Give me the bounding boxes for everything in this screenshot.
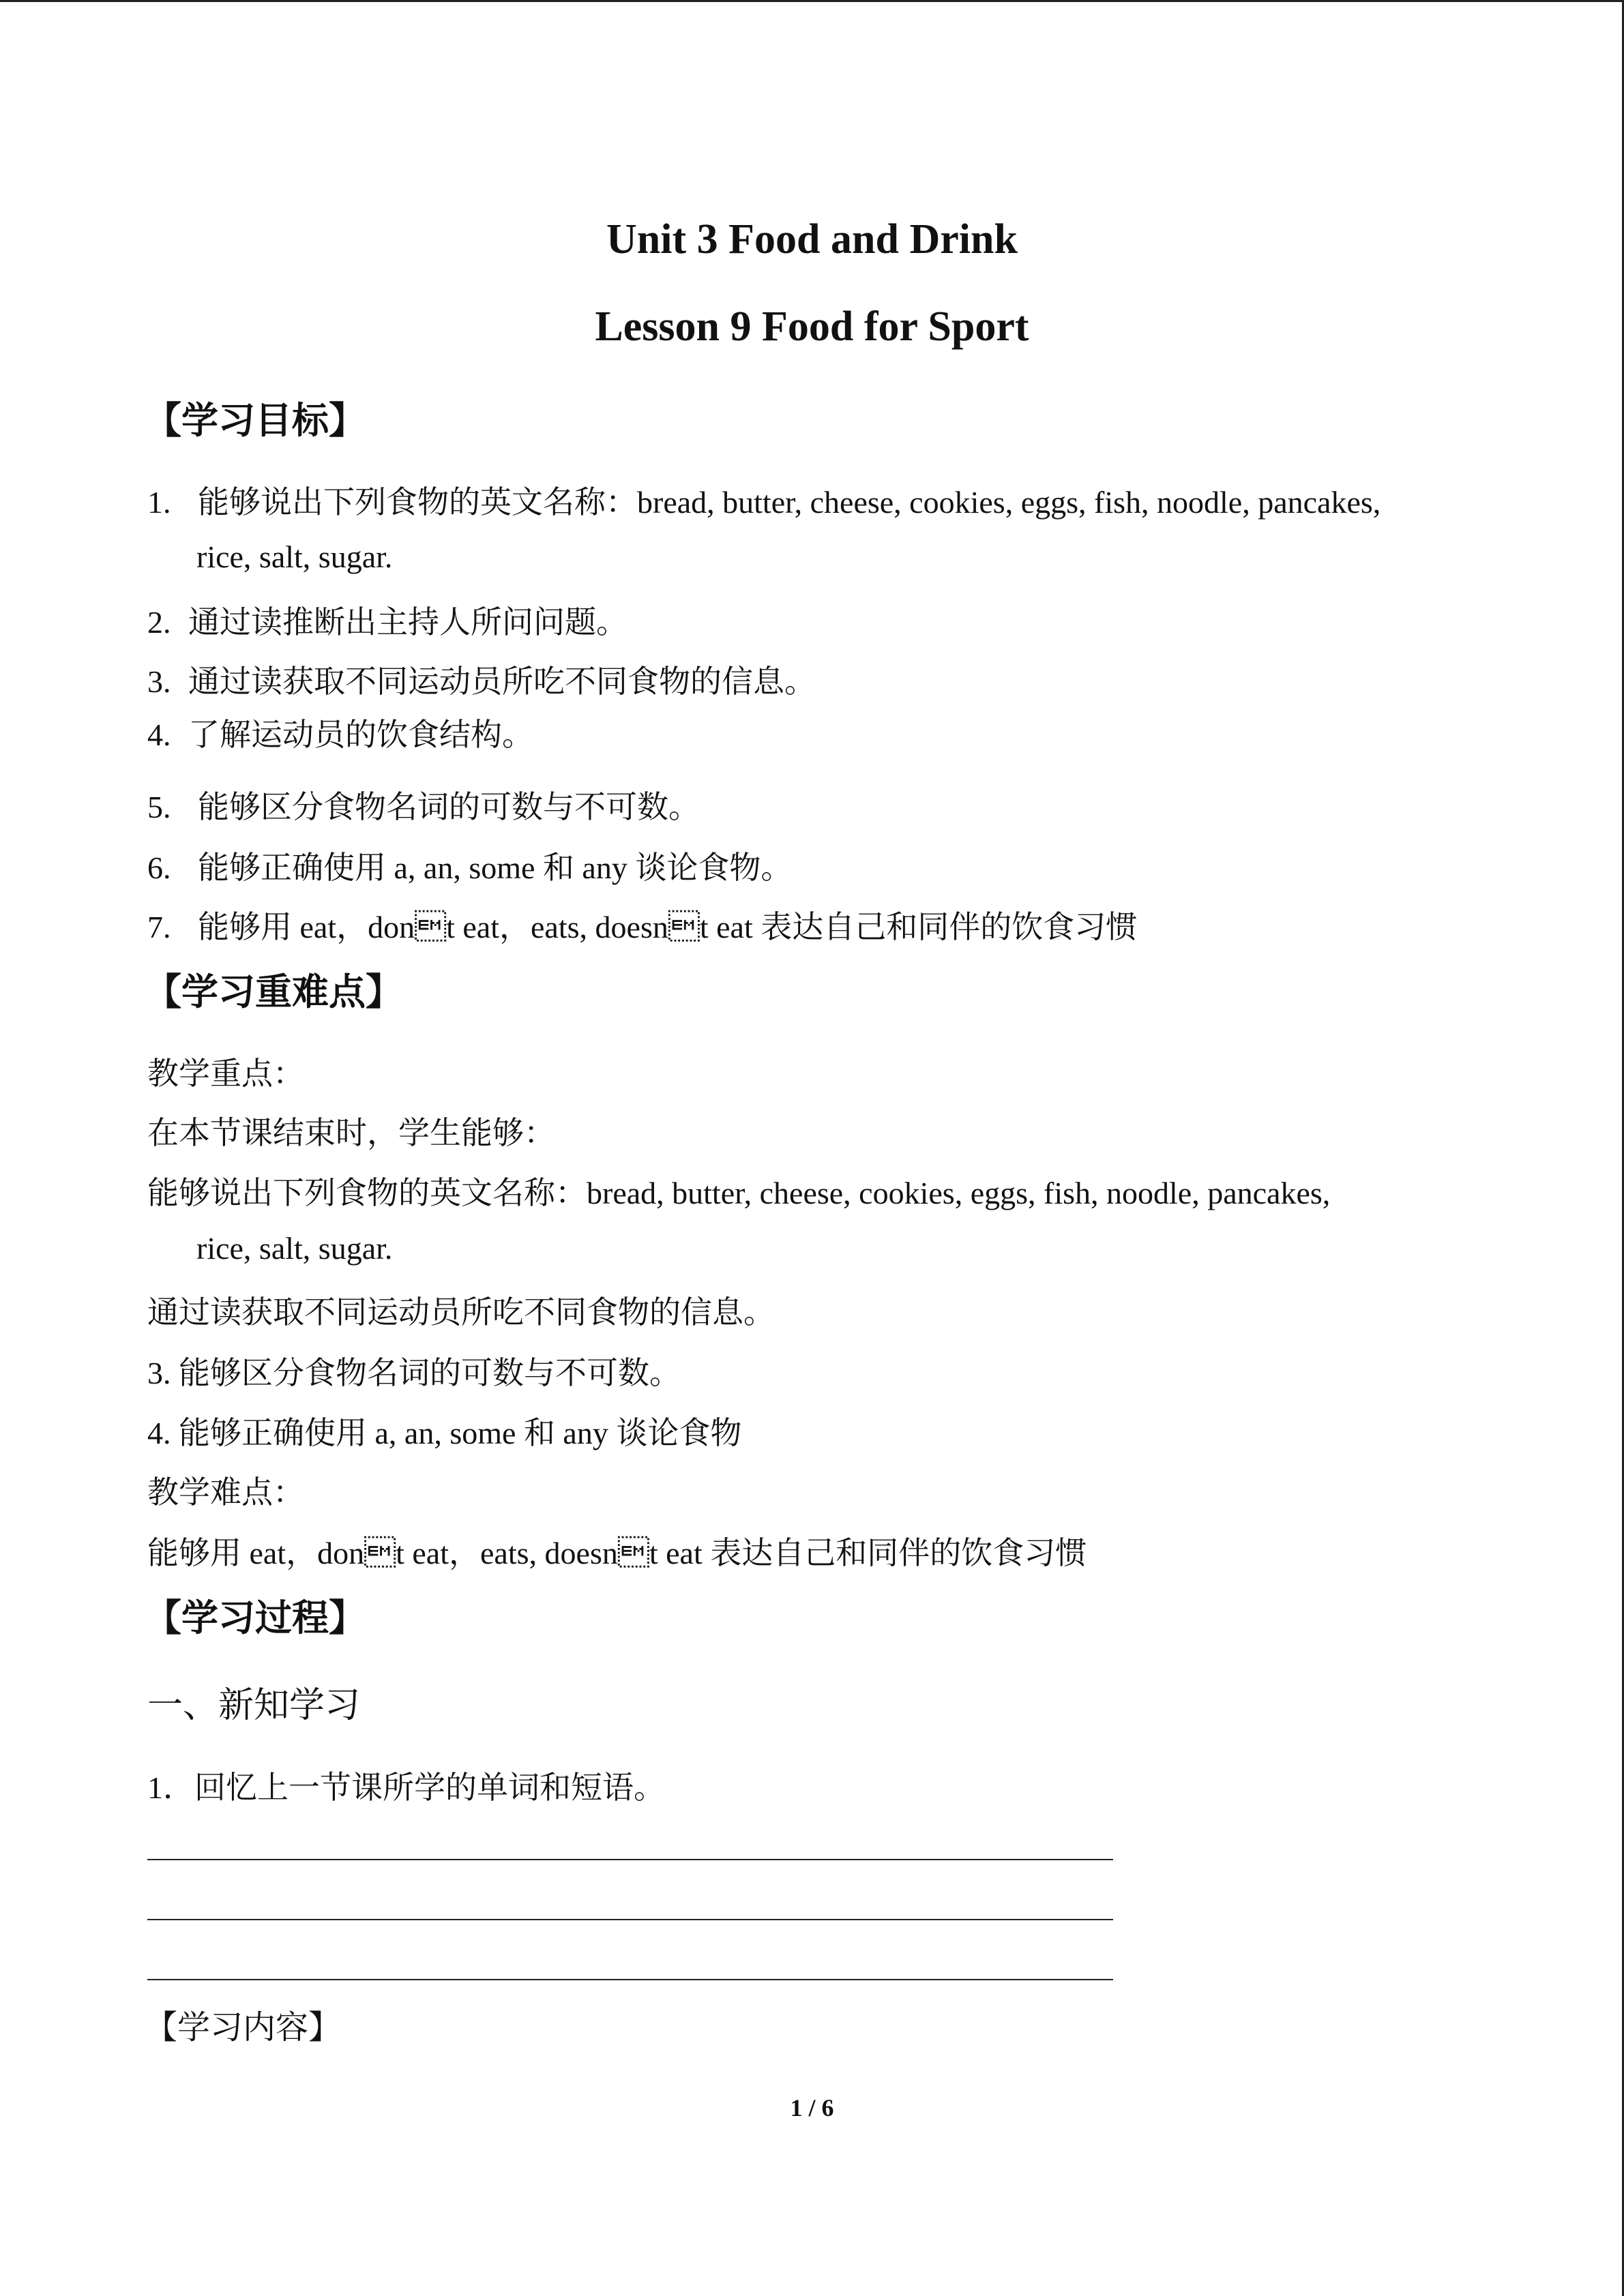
objective-item-2 [147, 597, 628, 642]
objective-text: 通过读获取不同运动员所吃不同食物的信息。 [188, 664, 816, 699]
objective-text: 了解运动员的饮食结构。 [188, 717, 533, 752]
objective-item-4 [147, 710, 533, 755]
objective-text: 通过读推断出主持人所问问题。 [188, 605, 628, 640]
objective-text: 能够用 eat，dont eat，eats, doesnt eat 表达自己和同伴的饮食习惯 [198, 910, 1138, 944]
objective-number: 5. [147, 790, 171, 824]
focus-line-1-continued: rice, salt, sugar. [196, 1231, 393, 1266]
task-1: 1．回忆上一节课所学的单词和短语。 [147, 1770, 665, 1805]
objective-number: 4. [147, 717, 171, 752]
objective-number: 2. [147, 605, 171, 640]
answer-line [147, 1979, 1113, 1980]
difficulty-text: 能够用 eat，dont eat，eats, doesnt eat 表达自己和同伴的饮食习惯 [147, 1536, 1087, 1570]
objective-number: 1. [147, 485, 171, 520]
process-heading: 【学习过程】 [145, 1598, 366, 1639]
difficulty-label: 教学难点： [147, 1475, 304, 1510]
objective-text: 能够正确使用 a, an, some 和 any 谈论食物。 [198, 850, 793, 885]
objective-item-5 [147, 782, 700, 827]
objective-number: 7. [147, 910, 171, 944]
answer-line [147, 1919, 1113, 1920]
page-number: 1 / 6 [790, 2094, 834, 2121]
focus-line-1: 能够说出下列食物的英文名称：bread, butter, cheese, cookies, eggs, fish, noodle, pancakes, [147, 1176, 1331, 1210]
focus-line-2: 通过读获取不同运动员所吃不同食物的信息。 [147, 1295, 775, 1330]
objective-item-1-continued: rice, salt, sugar. [196, 539, 393, 574]
focus-intro: 在本节课结束时，学生能够： [147, 1116, 555, 1150]
objective-item-7 [147, 902, 1137, 947]
objectives-heading: 【学习目标】 [145, 400, 366, 441]
objective-item-6 [147, 843, 792, 888]
objective-item-3 [147, 657, 816, 702]
objective-item-1 [147, 477, 1381, 522]
document-title: Unit 3 Food and Drink [606, 216, 1018, 263]
objective-number: 3. [147, 664, 171, 699]
objective-text: 能够区分食物名词的可数与不可数。 [198, 790, 700, 824]
lesson-title: Lesson 9 Food for Sport [595, 303, 1029, 350]
objective-number: 6. [147, 850, 171, 885]
objective-text: 能够说出下列食物的英文名称：bread, butter, cheese, cookies, eggs, fish, noodle, pancakes, [198, 485, 1381, 520]
answer-line [147, 1859, 1113, 1860]
focus-line-3: 3. 能够区分食物名词的可数与不可数。 [147, 1356, 681, 1390]
key-points-heading: 【学习重难点】 [145, 972, 402, 1013]
content-heading: 【学习内容】 [145, 2010, 342, 2046]
new-knowledge-heading: 一、新知学习 [147, 1686, 361, 1725]
page-border-top [0, 0, 1624, 2]
focus-label: 教学重点： [147, 1056, 304, 1091]
focus-line-4: 4. 能够正确使用 a, an, some 和 any 谈论食物 [147, 1416, 742, 1450]
